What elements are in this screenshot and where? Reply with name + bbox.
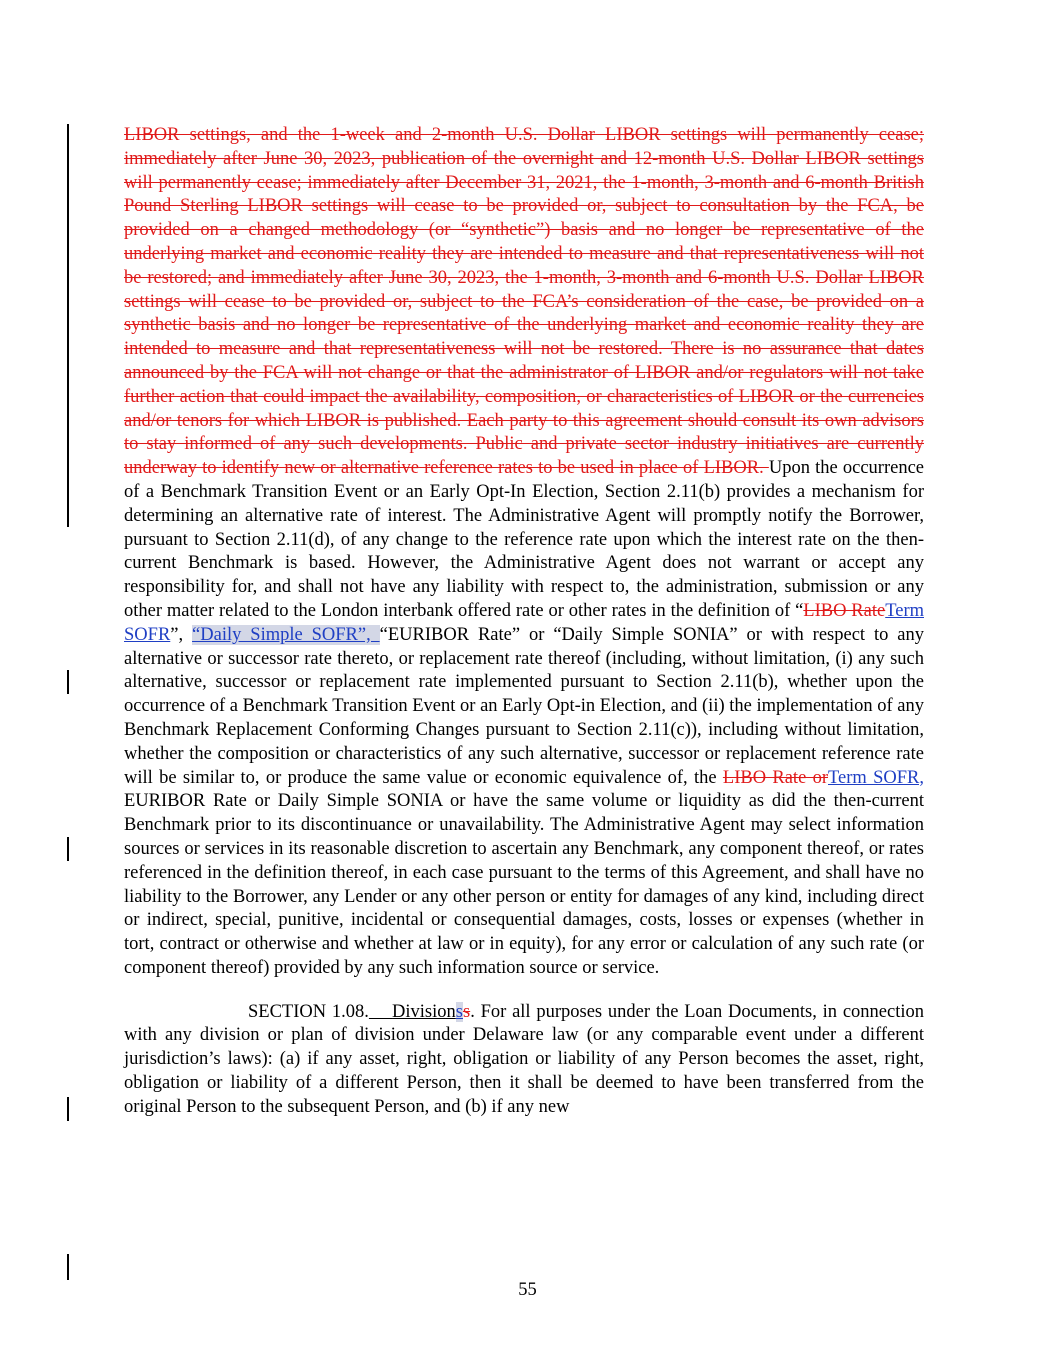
deleted-text: LIBO Rate <box>803 600 886 621</box>
change-bar <box>67 670 69 694</box>
paragraph-benchmark <box>124 124 924 981</box>
paragraph-text: ”, <box>170 624 193 645</box>
section-paragraph <box>124 1001 924 1120</box>
paragraph-text: Upon the occurrence of a Benchmark Transition Event or an Early Opt-In Election, Section 2.11(b) provides a mechanism for determining an alternative rate of interest. The Administrative Agent will promptly notify the Borrower, pursuant to Section 2.11(d), of any change to the reference rate upon which the interest rate on the then-current Benchmark is based. However, the Administrative Agent does not warrant or accept any responsibility for, and shall not have any liability with respect to, the administration, submission or any other matter related to the London interbank offered rate or other rates in the definition of “ <box>124 458 924 621</box>
deleted-text: LIBOR settings, and the 1-week and 2-month U.S. Dollar LIBOR settings will permanently cease; immediately after June 30, 2023, publication of the overnight and 12-month U.S. Dollar LIBOR settings will permanently cease; immediately after December 31, 2021, the 1-month, 3-month and 6-month British Pound Sterling LIBOR settings will cease to be provided or, subject to consultation by the FCA, be provided on a changed methodology (or “synthetic”) basis and no longer be representative of the underlying market and economic reality they are intended to measure and that representativeness will not be restored; and immediately after June 30, 2023, the 1-month, 3-month and 6-month U.S. Dollar LIBOR settings will cease to be provided or, subject to the FCA’s consideration of the case, be provided on a synthetic basis and no longer be representative of the underlying market and economic reality they are intended to measure and that representativeness will not be restored. There is no assurance that dates announced by the FCA will not change or that the administrator of LIBOR and/or regulators will not take further action that could impact the availability, composition, or characteristics of LIBOR or the currencies and/or tenors for which LIBOR is published. Each party to this agreement should consult its own advisors to stay informed of any such developments. Public and private sector industry initiatives are currently underway to identify new or alternative reference rates to be used in place of LIBOR. <box>124 125 924 479</box>
inserted-text: s <box>455 1001 463 1022</box>
body-text <box>124 124 924 1120</box>
section-text: . For all purposes under the Loan Documents, in connection with any division or plan of division under Delaware law (or any comparable event under a different jurisdiction’s laws): (a) if any asset, right, obligation or liability of any Person becomes the asset, right, obligation or liability of a different Person, then it shall be deemed to have been transferred from the original Person to the subsequent Person, and (b) if any new <box>124 1001 924 1117</box>
inserted-text: “Daily Simple SOFR”, <box>192 624 380 645</box>
inserted-text: Term SOFR <box>124 600 924 645</box>
section-label: SECTION 1.08. <box>248 1001 369 1022</box>
deleted-text: s <box>462 1001 471 1022</box>
change-bar <box>67 124 69 527</box>
inserted-text: Term SOFR, <box>828 767 924 788</box>
paragraph-text: “EURIBOR Rate” or “Daily Simple SONIA” or with respect to any alternative or successor rate thereto, or replacement rate thereof (including, without limitation, (i) any such alternative, successor or replacement rate implemented pursuant to Section 2.11(b), whether upon the occurrence of a Benchmark Transition Event or an Early Opt-in Election, and (ii) the implementation of any Benchmark Replacement Conforming Changes pursuant to Section 2.11(c)), including without limitation, whether the composition or characteristics of any such alternative, successor or replacement reference rate will be similar to, or produce the same value or economic equivalence of, the <box>124 624 924 788</box>
deleted-text: LIBO Rate or <box>722 767 828 788</box>
change-bar <box>67 1254 69 1280</box>
section-gap <box>369 1002 392 1022</box>
change-bar <box>67 837 69 861</box>
paragraph-text: EURIBOR Rate or Daily Simple SONIA or have the same volume or liquidity as did the then-current Benchmark prior to its discontinuance or unavailability. The Administrative Agent may select information sources or services in its reasonable discretion to ascertain any Benchmark, any component thereof, or rates referenced in the definition thereof, in each case pursuant to the terms of this Agreement, and shall have no liability to the Borrower, any Lender or any other person or entity for damages of any kind, including direct or indirect, special, punitive, incidental or consequential damages, costs, losses or expenses (whether in tort, contract or otherwise and whether at law or in equity), for any error or calculation of any such rate (or component thereof) provided by any such information source or service. <box>124 791 924 978</box>
section-title: Division <box>392 1001 456 1022</box>
page-number: 55 <box>518 1280 537 1300</box>
change-bar <box>67 1097 69 1121</box>
